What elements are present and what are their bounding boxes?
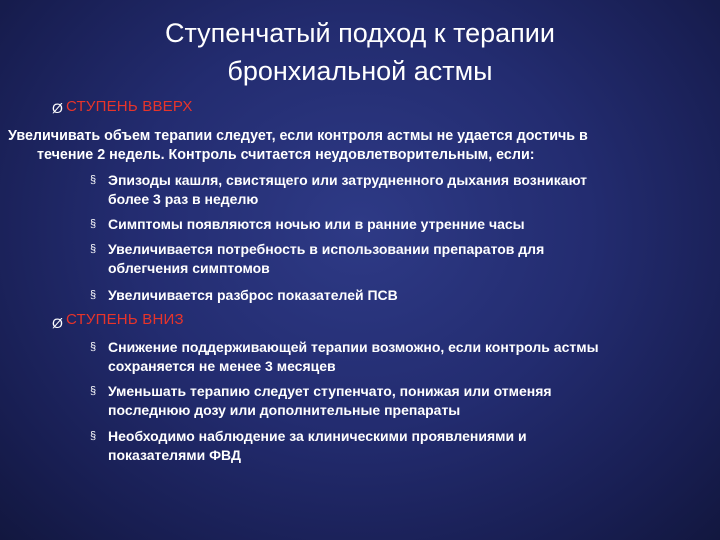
item-line: Эпизоды кашля, свистящего или затрудненного дыхания возникают xyxy=(108,172,588,188)
step-down-item xyxy=(108,382,698,420)
item-line: облегчения симптомов xyxy=(108,260,270,276)
title-line-2: бронхиальной астмы xyxy=(227,56,493,86)
step-down-heading: СТУПЕНЬ ВНИЗ xyxy=(66,311,184,328)
title-line-1: Ступенчатый подход к терапии xyxy=(165,18,555,48)
step-up-intro-line-1: Увеличивать объем терапии следует, если контроля астмы не удается достичь в xyxy=(8,128,588,144)
section-bullet-icon: § xyxy=(90,243,97,255)
section-bullet-icon: § xyxy=(90,174,97,186)
step-up-heading: СТУПЕНЬ ВВЕРХ xyxy=(66,98,193,115)
step-up-item xyxy=(108,215,698,234)
slide-title xyxy=(80,14,640,90)
item-line: Уменьшать терапию следует ступенчато, понижая или отменяя xyxy=(108,383,552,399)
step-up-item xyxy=(108,171,698,209)
arrow-bullet-icon: Ø xyxy=(52,100,63,116)
item-line: сохраняется не менее 3 месяцев xyxy=(108,358,336,374)
item-line: Необходимо наблюдение за клиническими проявлениями и xyxy=(108,428,527,444)
step-down-item xyxy=(108,338,698,376)
section-bullet-icon: § xyxy=(90,430,97,442)
item-line: Симптомы появляются ночью или в ранние утренние часы xyxy=(108,216,525,232)
item-line: более 3 раз в неделю xyxy=(108,191,259,207)
step-up-intro-line-2: течение 2 недель. Контроль считается неудовлетворительным, если: xyxy=(37,147,535,163)
step-down-item xyxy=(108,427,698,465)
section-bullet-icon: § xyxy=(90,289,97,301)
step-up-item xyxy=(108,286,698,305)
section-bullet-icon: § xyxy=(90,218,97,230)
item-line: показателями ФВД xyxy=(108,447,241,463)
item-line: последнюю дозу или дополнительные препараты xyxy=(108,402,461,418)
step-up-item xyxy=(108,240,698,278)
section-bullet-icon: § xyxy=(90,341,97,353)
item-line: Снижение поддерживающей терапии возможно, если контроль астмы xyxy=(108,339,599,355)
step-up-intro xyxy=(8,127,713,165)
section-bullet-icon: § xyxy=(90,385,97,397)
item-line: Увеличивается разброс показателей ПСВ xyxy=(108,287,398,303)
item-line: Увеличивается потребность в использовании препаратов для xyxy=(108,241,545,257)
arrow-bullet-icon: Ø xyxy=(52,315,63,331)
